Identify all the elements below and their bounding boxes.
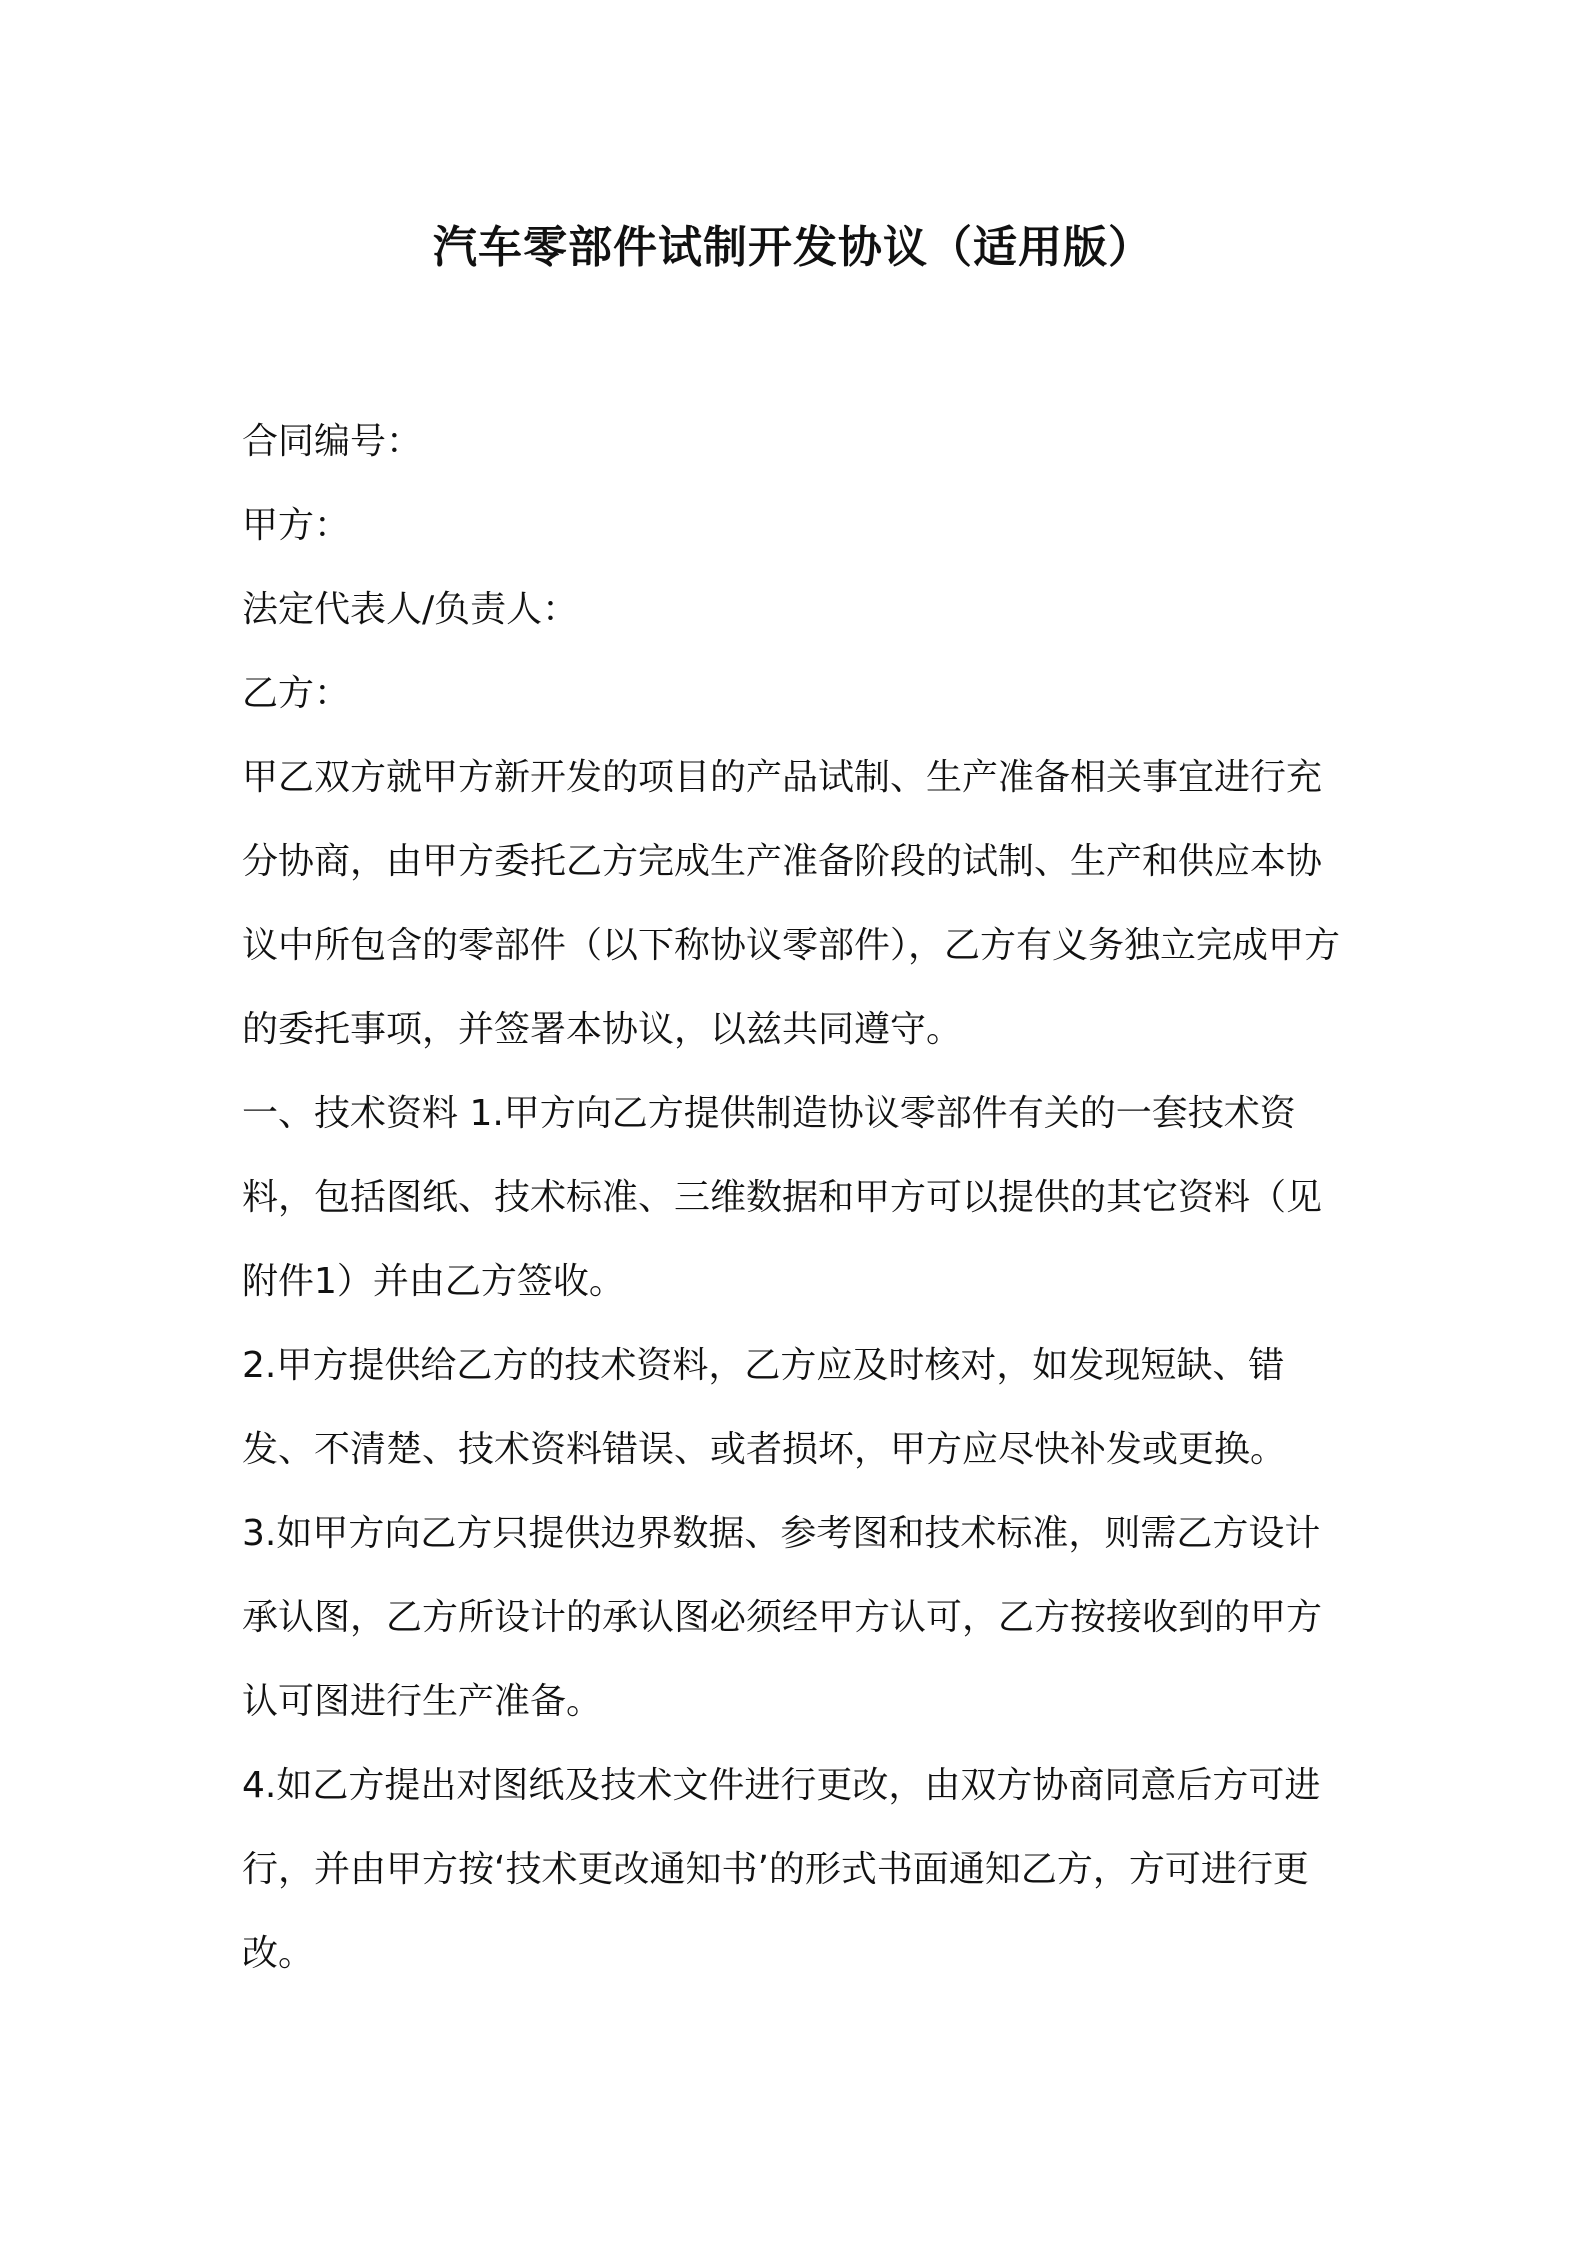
legal-representative-field: 法定代表人/负责人： — [242, 589, 579, 630]
clause-technical-data-3: 3.如甲方向乙方只提供边界数据、参考图和技术标准，则需乙方设计承认图，乙方所设计的承认图必须经甲方认可，乙方按接收到的甲方认可图进行生产准备。 — [242, 1513, 1323, 1722]
document-body — [242, 400, 1352, 1996]
clause-technical-data-1: 一、技术资料 1.甲方向乙方提供制造协议零部件有关的一套技术资料，包括图纸、技术标准、三维数据和甲方可以提供的其它资料（见附件1）并由乙方签收。 — [242, 1093, 1323, 1302]
party-a-field: 甲方： — [242, 505, 351, 546]
document-title: 汽车零部件试制开发协议（适用版） — [433, 222, 1153, 273]
clause-technical-data-2: 2.甲方提供给乙方的技术资料，乙方应及时核对，如发现短缺、错发、不清楚、技术资料错误、或者损坏，甲方应尽快补发或更换。 — [242, 1345, 1287, 1470]
party-b-field: 乙方： — [242, 673, 351, 714]
clause-technical-data-4: 4.如乙方提出对图纸及技术文件进行更改，由双方协商同意后方可进行，并由甲方按‘技术更改通知书’的形式书面通知乙方，方可进行更改。 — [242, 1765, 1321, 1974]
preamble-paragraph: 甲乙双方就甲方新开发的项目的产品试制、生产准备相关事宜进行充分协商，由甲方委托乙方完成生产准备阶段的试制、生产和供应本协议中所包含的零部件（以下称协议零部件），乙方有义务独立完成甲方的委托事项，并签署本协议，以兹共同遵守。 — [242, 757, 1341, 1050]
contract-number-field: 合同编号： — [242, 421, 423, 462]
